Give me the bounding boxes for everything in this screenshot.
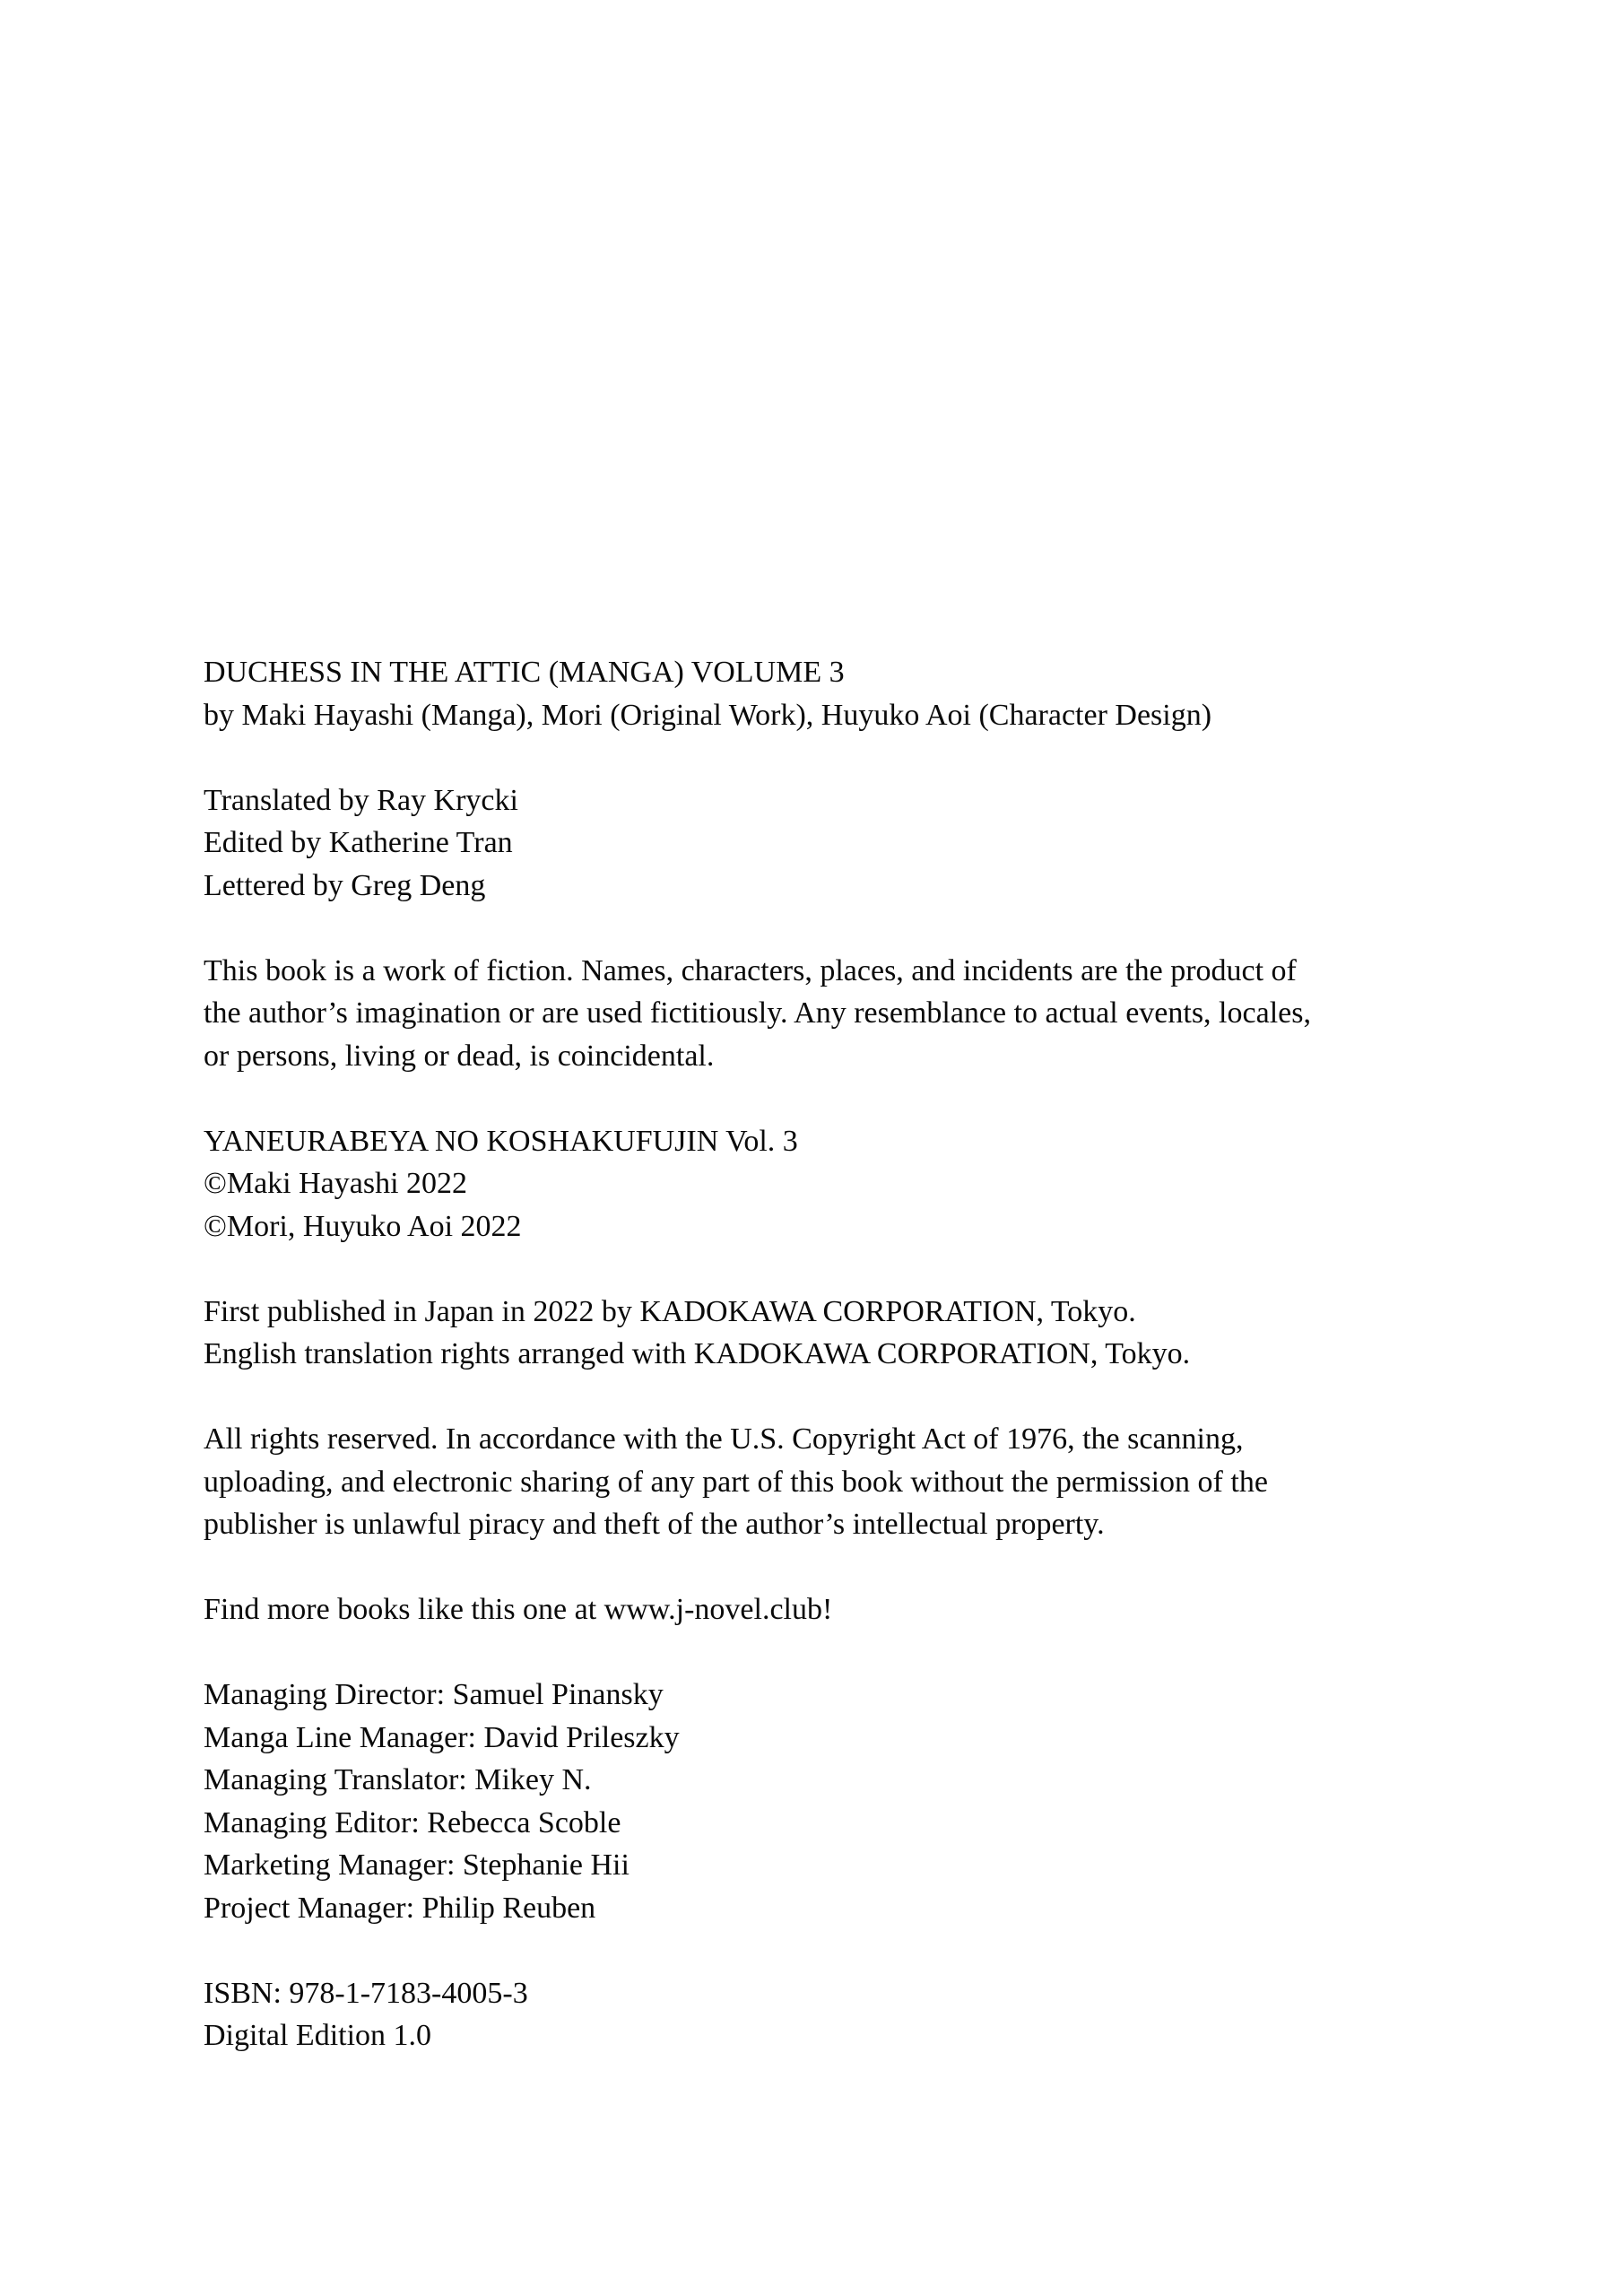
text-line: Translated by Ray Krycki [204,783,518,817]
text-line: Edited by Katherine Tran [204,826,513,859]
text-line: English translation rights arranged with KADOKAWA CORPORATION, Tokyo. [204,1337,1191,1370]
text-line: Managing Translator: Mikey N. [204,1763,592,1796]
isbn-block [204,1972,1513,2057]
text-line: YANEURABEYA NO KOSHAKUFUJIN Vol. 3 [204,1124,798,1158]
staff-block [204,1674,1513,1929]
publication-block [204,1291,1513,1376]
text-line: or persons, living or dead, is coincidental. [204,1039,715,1073]
text-line: First published in Japan in 2022 by KADOKAWA CORPORATION, Tokyo. [204,1294,1136,1328]
text-line: Project Manager: Philip Reuben [204,1891,596,1925]
text-line: Lettered by Greg Deng [204,868,486,902]
rights-block [204,1418,1513,1546]
text-line: This book is a work of fiction. Names, characters, places, and incidents are the product of [204,953,1297,987]
text-line: ISBN: 978-1-7183-4005-3 [204,1976,528,2010]
text-line: ©Maki Hayashi 2022 [204,1167,468,1200]
text-line: by Maki Hayashi (Manga), Mori (Original Work), Huyuko Aoi (Character Design) [204,698,1212,732]
text-line: Marketing Manager: Stephanie Hii [204,1848,630,1882]
text-line: publisher is unlawful piracy and theft of the author’s intellectual property. [204,1508,1105,1541]
colophon-text [204,651,1513,2057]
text-line: Digital Edition 1.0 [204,2019,432,2052]
text-line: uploading, and electronic sharing of any part of this book without the permission of the [204,1465,1268,1499]
text-line: DUCHESS IN THE ATTIC (MANGA) VOLUME 3 [204,656,845,689]
text-line: Managing Editor: Rebecca Scoble [204,1805,621,1839]
copyright-block [204,1120,1513,1248]
title-block [204,651,1513,736]
text-line: Managing Director: Samuel Pinansky [204,1678,664,1711]
text-line: the author’s imagination or are used fictitiously. Any resemblance to actual events, locales, [204,996,1311,1030]
text-line: Find more books like this one at www.j-novel.club! [204,1593,833,1626]
text-line: All rights reserved. In accordance with the U.S. Copyright Act of 1976, the scanning, [204,1422,1244,1456]
text-line: Manga Line Manager: David Prileszky [204,1720,680,1754]
text-line: ©Mori, Huyuko Aoi 2022 [204,1209,522,1243]
fiction-disclaimer-block [204,950,1513,1078]
credits-block [204,779,1513,908]
find-more-block [204,1588,1513,1631]
